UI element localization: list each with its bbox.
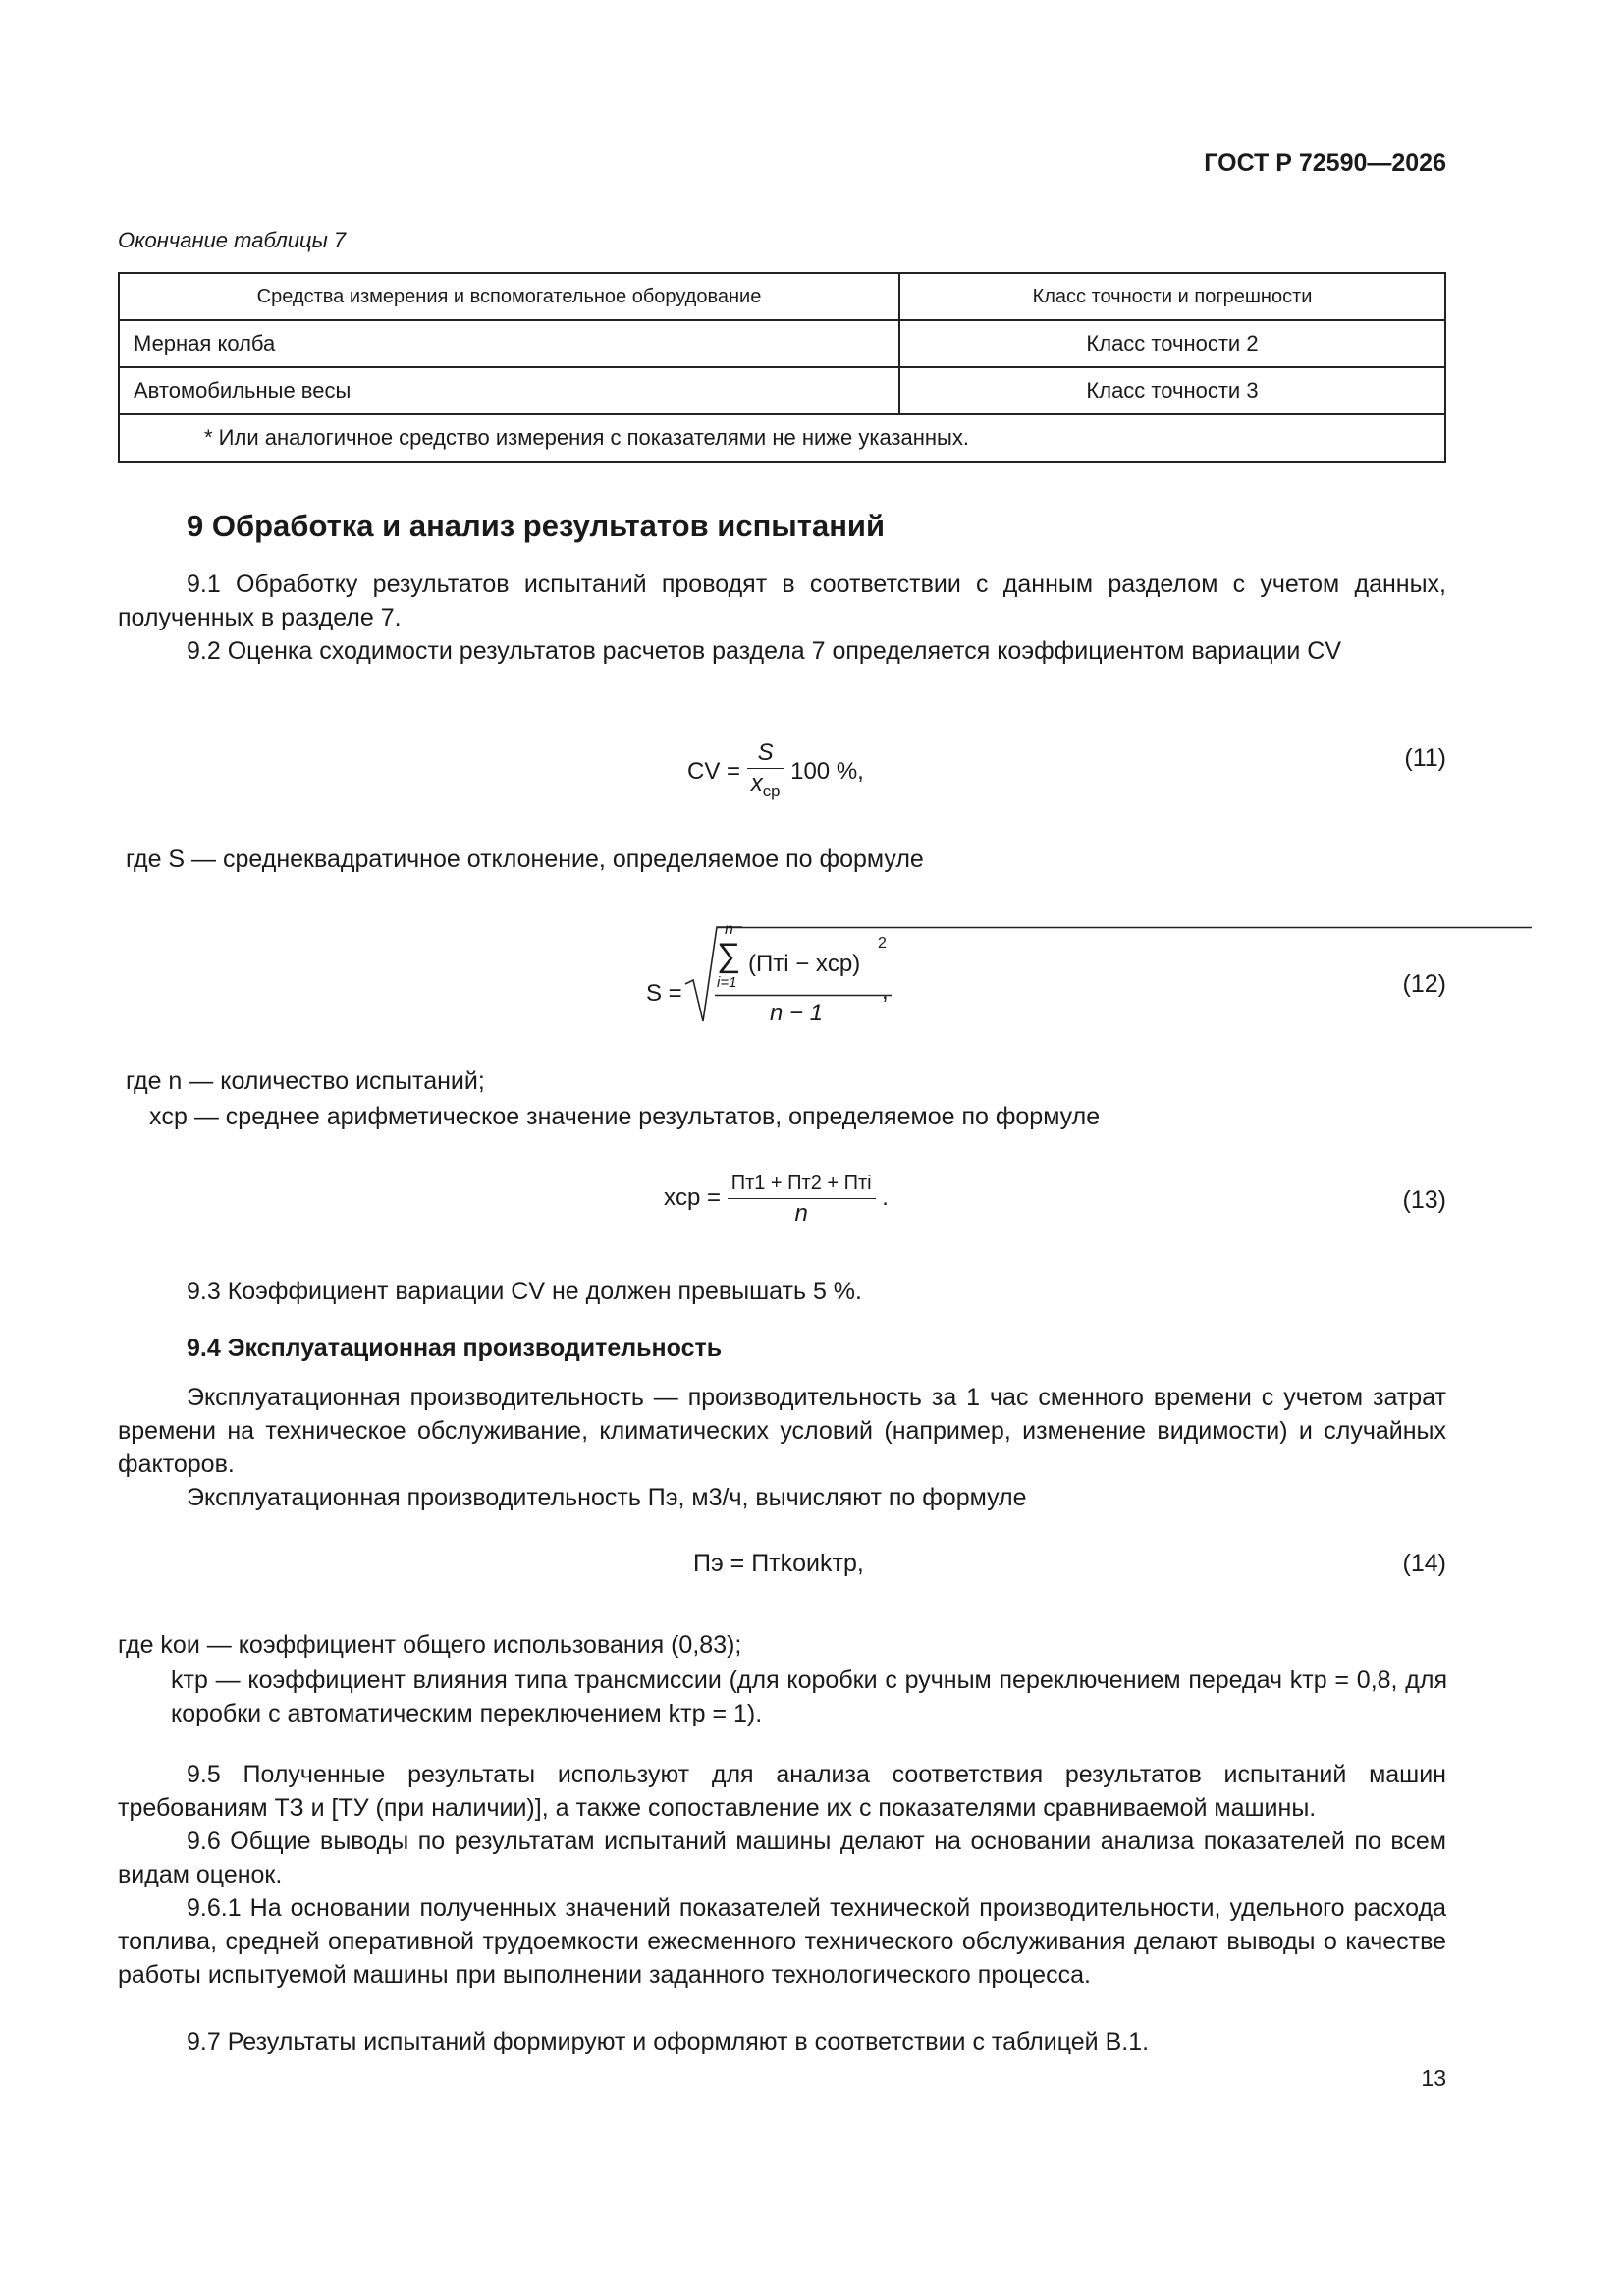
formula-number: (11) — [1404, 744, 1446, 772]
fraction-denominator: n — [794, 1200, 808, 1227]
table-row — [119, 320, 1445, 367]
table-note: * Или аналогичное средство измерения с показателями не ниже указанных. — [119, 414, 1445, 462]
fraction — [728, 1169, 876, 1229]
formula-tail: 100 %, — [790, 757, 864, 785]
fraction-numerator: Пт1 + Пт2 + Птi — [728, 1169, 876, 1199]
section-title: 9 Обработка и анализ результатов испытаний — [187, 509, 886, 543]
formula-11 — [687, 738, 864, 806]
paragraph-9-6: 9.6 Общие выводы по результатам испытаний машины делают на основании анализа показателей по всем видам оценок. — [118, 1828, 1446, 1888]
formula-lhs: CV = — [687, 757, 741, 785]
table-cell: Мерная колба — [119, 320, 899, 367]
sum-term: (Птi − xср) — [748, 951, 861, 977]
fraction-bar — [715, 994, 892, 997]
formula-number: (12) — [1402, 970, 1446, 998]
table-note-row — [119, 414, 1445, 462]
formula-12 — [646, 923, 901, 1031]
paragraph-9-4a: Эксплуатационная производительность — производительность за 1 час сменного времени с учетом затрат времени на техническое обслуживание, климатических условий (например, изменение видимости) и случайных факторов. — [118, 1384, 1446, 1478]
paragraph-9-7: 9.7 Результаты испытаний формируют и оформляют в соответствии с таблицей В.1. — [187, 2028, 1150, 2055]
fraction-denominator: $x_{ср}$ — [750, 770, 781, 800]
page-number: 13 — [1421, 2065, 1446, 2091]
sum-lower-limit: i=1 — [717, 974, 737, 991]
formula-13 — [664, 1169, 889, 1229]
formula-tail: , — [882, 978, 889, 1005]
table-cell: Класс точности 3 — [899, 367, 1445, 414]
table-cell: Автомобильные весы — [119, 367, 899, 414]
definition-x: xср — среднее арифметическое значение результатов, определяемое по формуле — [149, 1103, 1101, 1130]
equipment-table — [118, 272, 1446, 463]
definition-s: где S — среднеквадратичное отклонение, определяемое по формуле — [126, 846, 924, 873]
formula-number: (13) — [1402, 1186, 1446, 1214]
power: 2 — [878, 935, 887, 952]
definition-koi: где kои — коэффициент общего использования (0,83); — [118, 1631, 742, 1659]
fraction — [747, 738, 784, 806]
table-header-cell: Средства измерения и вспомогательное оборудование — [119, 273, 899, 320]
subsection-title: 9.4 Эксплуатационная производительность — [187, 1335, 723, 1362]
fraction-denominator: n − 1 — [770, 1000, 824, 1026]
paragraph-9-4b: Эксплуатационная производительность Пэ, м3/ч, вычисляют по формуле — [187, 1484, 1027, 1511]
table-caption: Окончание таблицы 7 — [118, 228, 347, 252]
formula-tail: . — [882, 1183, 889, 1211]
definition-ktr: kтр — коэффициент влияния типа трансмиссии (для коробки с ручным переключением передач kтр = 0,8, для коробки с автоматическим переключением kтр = 1). — [171, 1667, 1447, 1727]
paragraph-9-5: 9.5 Полученные результаты используют для анализа соответствия результатов испытаний машин требованиям ТЗ и [ТУ (при наличии)], а также сопоставление их с показателями сравниваемой машины. — [118, 1761, 1446, 1822]
paragraph-9-2: 9.2 Оценка сходимости результатов расчетов раздела 7 определяется коэффициентом вариации CV — [187, 637, 1341, 665]
definition-n: где n — количество испытаний; — [126, 1067, 485, 1095]
radical-bar — [717, 926, 1532, 929]
paragraph-9-1: 9.1 Обработку результатов испытаний проводят в соответствии с данным разделом с учетом данных, полученных в разделе 7. — [118, 571, 1446, 631]
formula-14: Пэ = Птkоиkтр, — [693, 1550, 864, 1577]
sum-icon: ∑ — [717, 937, 741, 974]
fraction-numerator: S — [747, 738, 784, 769]
formula-lhs: S = — [646, 980, 682, 1007]
table-row — [119, 367, 1445, 414]
document-id: ГОСТ Р 72590—2026 — [1204, 149, 1446, 177]
formula-number: (14) — [1402, 1550, 1446, 1577]
table-header-cell: Класс точности и погрешности — [899, 273, 1445, 320]
table-header-row — [119, 273, 1445, 320]
table-cell: Класс точности 2 — [899, 320, 1445, 367]
paragraph-9-6-1: 9.6.1 На основании полученных значений показателей технической производительности, удельного расхода топлива, средней оперативной трудоемкости ежесменного технического обслуживания делают выводы о качестве работы испытуемой машины при выполнении заданного технологического процесса. — [118, 1894, 1446, 1989]
paragraph-9-3: 9.3 Коэффициент вариации CV не должен превышать 5 %. — [187, 1278, 862, 1305]
sum-upper-limit: n — [725, 921, 733, 938]
formula-lhs: xср = — [664, 1183, 722, 1211]
